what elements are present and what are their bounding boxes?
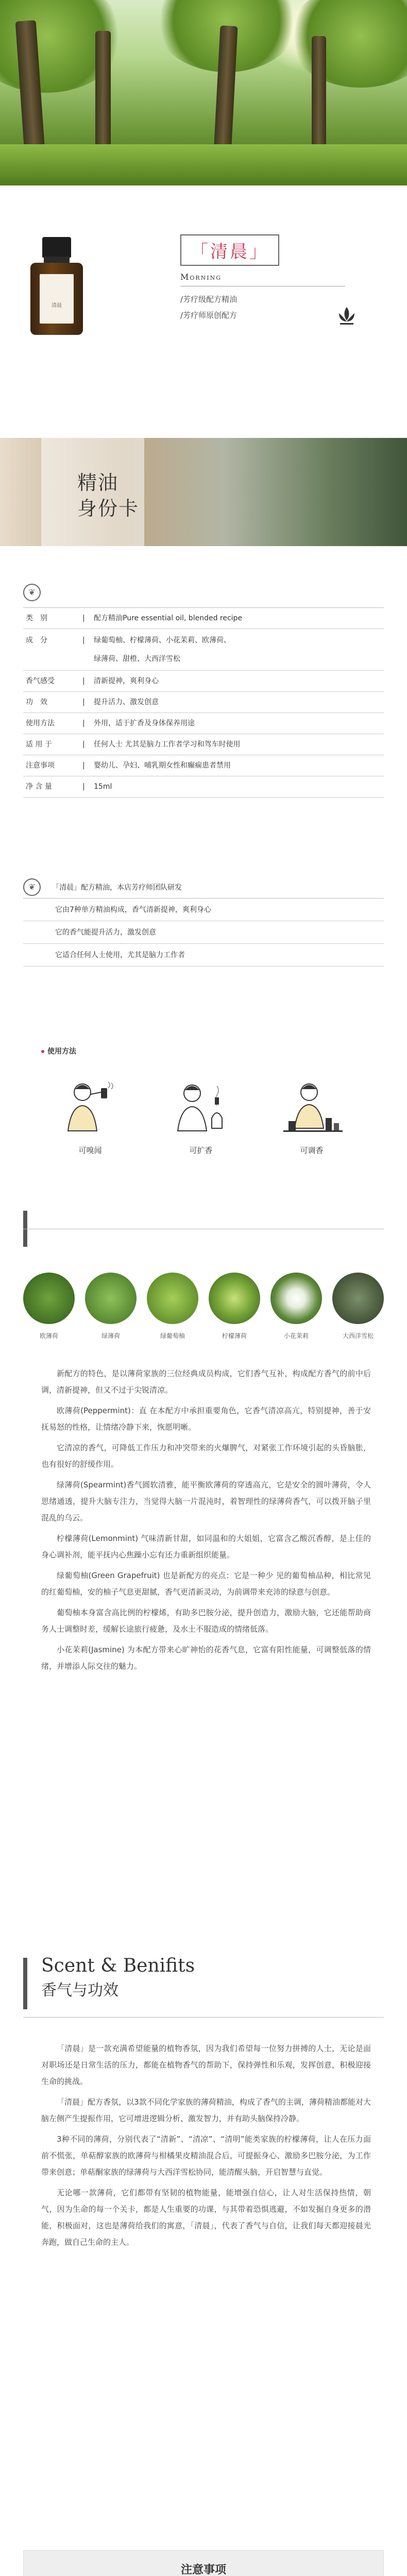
identity-card-banner bbox=[0, 438, 407, 546]
banner-title-line1: 精油 bbox=[77, 471, 119, 494]
usage-title: 使用方法 bbox=[47, 1047, 76, 1056]
list-item: 它适合任何人士使用，尤其是脑力工作者 bbox=[23, 944, 384, 967]
leaf-icon: ❦ bbox=[23, 878, 41, 896]
team-info bbox=[23, 876, 384, 967]
notice-box bbox=[23, 2550, 384, 2576]
lemonmint-image bbox=[209, 1273, 260, 1324]
list-item: 它由7种单方精油构成，香气清新提神，爽利身心 bbox=[23, 899, 384, 921]
peppermint-image bbox=[23, 1273, 75, 1324]
scent-title: Scent & Benifits 香气与功效 bbox=[41, 1955, 195, 1999]
usage-item-smell bbox=[57, 1077, 124, 1156]
person-smelling-icon bbox=[57, 1077, 124, 1133]
benefits-text: 「清晨」是一款充满希望能量的植物香氛，因为我们希望每一位努力拼搏的人士，无论是面对职场还是日常生活的压力，都能在植物香气的帮助下，保持弹性和乐观，发挥创意，积极迎接生命的挑战。 「清晨」配方香氛，以3款不同化学家族的薄荷精油，构成了香气的主调，薄荷精油都能对大脑左侧产生提振作用，它可增进逻辑分析、激发智力，并有助头脑保持冷静。 3种不同的薄荷，分别代表了“清新”、“清凉”、“清明”能类家族的柠檬薄荷，让人在压力面前不慌张，单萜醇家族的欧薄荷与柑橘果皮精油混合后，可提振身心、激励多巴胺分泌，为工作带来创意；单萜酮家族的绿薄荷与大西洋雪松协同，能清醒头脑，开启智慧与直觉。 无论哪一款薄荷，它们都带有坚韧的植物能量，能增强自信心，让人对生活保持热情，朝气，因为生命的每一个关卡，都是人生重要的功课，与其带着恐惧逃避，不如发掘自身更多的潜能，积极面对，这也是薄荷给我们的寓意，「清晨」，代表了香气与自信，让我们每天都迎接晨光奔跑，做自己生命的主人。 bbox=[41, 2044, 371, 2247]
herb-item: 大西洋雪松 bbox=[332, 1273, 384, 1340]
product-tag-2: /芳疗师原创配方 bbox=[180, 311, 238, 320]
usage-item-diffuse bbox=[167, 1077, 234, 1156]
product-name: 「清晨」 bbox=[180, 234, 279, 266]
list-item: 它的香气能提升活力，激发创意 bbox=[23, 921, 384, 944]
herb-item: 绿葡萄柚 bbox=[147, 1273, 198, 1340]
spec-row: 类 别 | 配方精油Pure essential oil, blended recipe bbox=[23, 608, 384, 629]
cedar-image bbox=[332, 1273, 384, 1324]
herb-item: 小花茉莉 bbox=[270, 1273, 322, 1340]
spec-row: 注意事项 | 婴幼儿、孕妇、哺乳期女性和癫痫患者禁用 bbox=[23, 755, 384, 776]
product-intro bbox=[0, 185, 407, 438]
spearmint-image bbox=[85, 1273, 137, 1324]
spec-row: 适 用 于 | 任何人士 尤其是脑力工作者学习和驾车时使用 bbox=[23, 734, 384, 755]
section-divider-bar bbox=[23, 1958, 27, 2009]
leaf-icon: ❦ bbox=[23, 584, 41, 601]
product-tag-1: /芳疗级配方精油 bbox=[180, 295, 238, 304]
usage-label: 可嗅闻 bbox=[78, 1146, 102, 1155]
team-header: 「清晨」配方精油，本店芳疗师团队研发 bbox=[52, 883, 182, 892]
hero-forest-image bbox=[0, 0, 407, 185]
spec-row: 香气感受 | 清新提神，爽利身心 bbox=[23, 671, 384, 692]
herb-item: 柠檬薄荷 bbox=[209, 1273, 260, 1340]
spec-table bbox=[23, 577, 384, 798]
green-grapefruit-image bbox=[147, 1273, 198, 1324]
spec-row: 成 分 | 绿葡萄柚、柠檬薄荷、小花茉莉、欧薄荷、 绿薄荷、甜橙、大西洋雪松 bbox=[23, 629, 384, 671]
product-english-name: Morning bbox=[180, 272, 222, 282]
product-bottle-image bbox=[28, 237, 85, 335]
ingredient-herbs bbox=[23, 1273, 384, 1340]
usage-label: 可扩香 bbox=[189, 1146, 213, 1155]
banner-title-line2: 身份卡 bbox=[77, 497, 140, 520]
description-text: 新配方的特色，是以薄荷家族的三位经典成员构成，它们香气互补，构成配方香气的前中后调，清新提神，但又不过于尖锐清凉。 欧薄荷(Peppermint)：直 在本配方中承担重要角色，它香气清凉高亢，特别提神，善于安抚易怒的性格，让情绪冷静下来，恢愿明晰。 它清凉的香气，可降低工作压力和冲突带来的火爆脾气，对紧张工作环境引起的头昏脑胀，也有很好的舒缓作用。 绿薄荷(Spearmint)香气圆软清雅，能平衡欧薄荷的穿透高亢，它是安全的圆叶薄荷，令人思绪通透，提升大脑专注力，当觉得大脑一片混沌时，着智理性的绿薄荷香气，可以拨开脑子里混乱的乌云。 柠檬薄荷(Lemonmint) 气味清新甘甜，如同温和的大姐姐，它富含乙酸沉香醇，是上佳的身心调补剂，能平抚内心焦躁小忘有还力重新组织能量。 绿葡萄柚(Green Grapefruit) 也是新配方的亮点：它是一种少 见的葡萄柚品种，相比常见的红葡萄柚，安的柚子气息更甜腻，香气更清新灵动，为前调带来充沛的绿意与创意。 葡萄柚本身富含高比例的柠檬烯，有助多巴胺分泌，提升创造力，激励大脑，它还能帮助商务人士调整时差，缓解长途旅行疲惫，及水土不服造成的情绪低落。 小花茉莉(Jasmine) 为本配方带来心旷神怡的花香气息，它富有阳性能量，可调整低落的情绪，并增添人际交往的魅力。 bbox=[41, 1369, 371, 1671]
bottle-label: 清晨 bbox=[52, 303, 62, 309]
usage-section bbox=[41, 1046, 361, 1156]
usage-item-blend bbox=[278, 1077, 345, 1156]
dot-icon bbox=[41, 1050, 44, 1053]
spec-row: 功 效 | 提升活力、激发创意 bbox=[23, 692, 384, 713]
herb-item: 欧薄荷 bbox=[23, 1273, 75, 1340]
lotus-icon bbox=[335, 304, 359, 328]
blending-icon bbox=[278, 1077, 345, 1133]
herb-item: 绿薄荷 bbox=[85, 1273, 137, 1340]
usage-label: 可调香 bbox=[300, 1146, 324, 1155]
jasmine-image bbox=[270, 1273, 322, 1324]
diffuser-icon bbox=[167, 1077, 234, 1133]
spec-row: 净 含 量 | 15ml bbox=[23, 776, 384, 798]
spec-row: 使用方法 | 外用，适于扩香及身体保养用途 bbox=[23, 713, 384, 734]
notice-title: 注意事项 bbox=[180, 2564, 226, 2576]
